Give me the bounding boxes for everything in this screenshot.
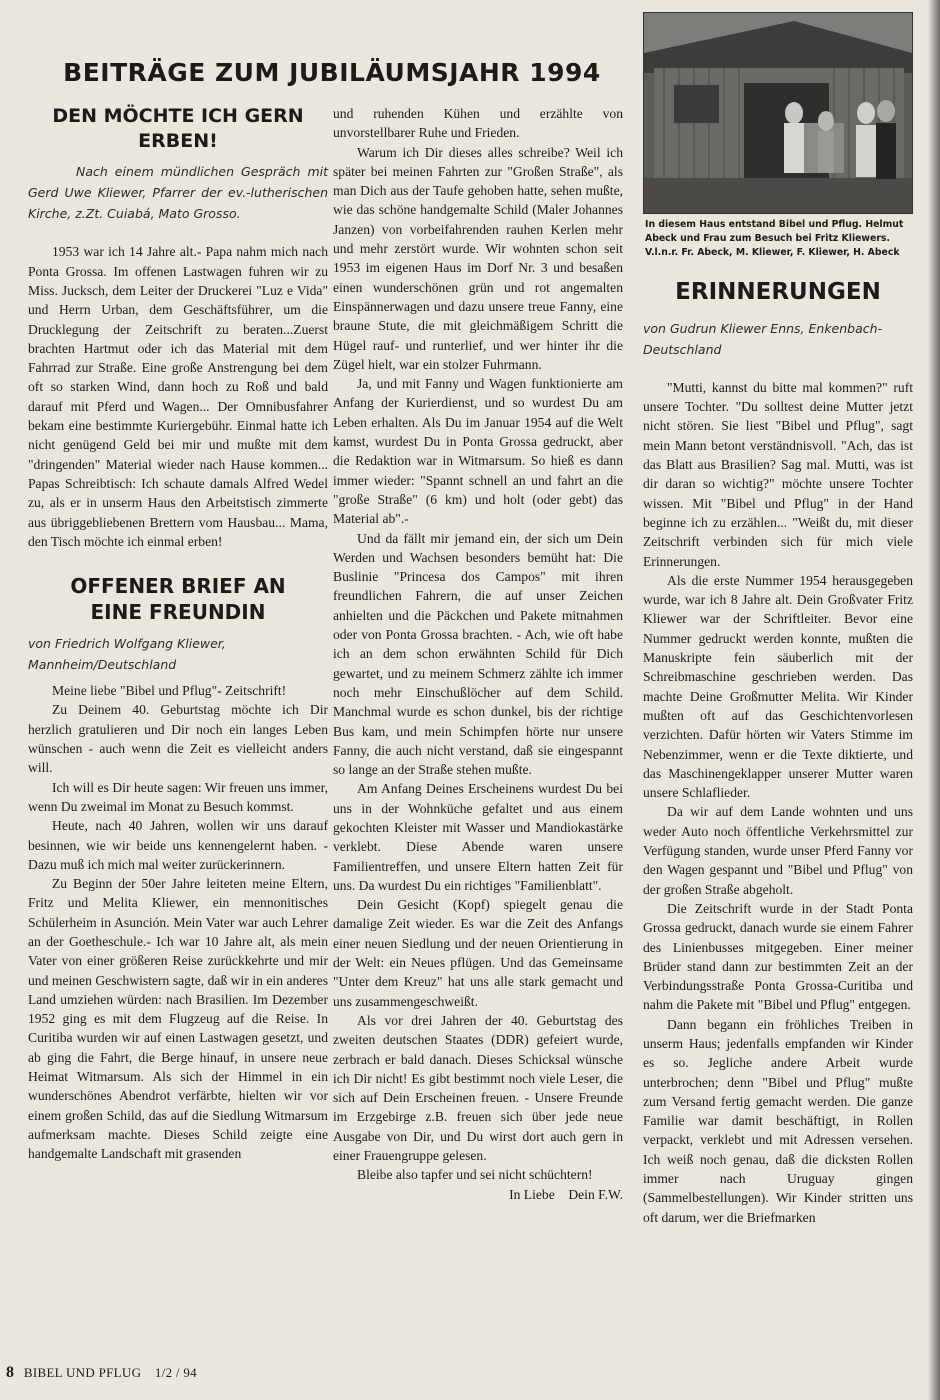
article3-byline: von Gudrun Kliewer Enns, Enkenbach-Deutschland [643,320,883,357]
article3-paragraph: Dann begann ein fröhliches Treiben in unserm Haus; jedenfalls empfanden wir Kinder es so. Jegliche andere Arbeit wurde unterbrochen; denn "Bibel und Pflug" mußte zum Versand fertig gemacht werden. Die ganze Familie war damit beschäftigt, in Rollen verpackt, verklebt und mit Adressen versehen. Ich weiß noch genau, daß die dicksten Rollen immer nach Uruguay gingen (Sammelbestellungen). Wir Kinder stritten uns oft darum, wer die Briefmarken [643,1016,913,1225]
article2-body-col1 [28,681,328,1163]
article2-paragraph: Als vor drei Jahren der 40. Geburtstag des zweiten deutschen Staates (DDR) gefeiert wurde, zerbrach er bald danach. Dieses Schicksal wünsche ich Dir nicht! Es gibt bestimmt noch viele Leser, die sich auf Dein Erscheinen freuen. - Unsere Freunde im Erzgebirge z.B. freuen sich über jede neue Ausgabe von Dir, und Du wirst dort auch gern in einer Frauengruppe gelesen. [333,1012,623,1164]
photo-caption: In diesem Haus entstand Bibel und Pflug. Helmut Abeck und Frau zum Besuch bei Fritz Kliewers. V.l.n.r. Fr. Abeck, M. Kliewer, F. Kliewer, H. Abeck [645,219,904,258]
article2-body-col2 [333,104,623,1204]
article2-paragraph: Und da fällt mir jemand ein, der sich um Dein Werden und Wachsen besonders bemüht hat: Die Buslinie "Princesa dos Campos" mit ihren freundlichen Fahrern, die auf unser Zeichen anhielten und die Päckchen und Pakete mitnahmen oder von Ponta Grossa brachten. - Ach, wie oft habe ich an dem schon erwähnten Schild für Dich gewartet, und zu meinem Schmerz zählte ich immer noch mehr Einschußlöcher auf dem Schild. Manchmal wurde es schon dunkel, bis der richtige Bus kam, und mein Schimpfen hörte nur unsere Fanny, die auch nicht verstand, daß sie eingespannt so lange an der Straße stehen mußte. [333,530,623,778]
article2-paragraph: und ruhenden Kühen und erzählte von unvorstellbarer Ruhe und Frieden. [333,106,623,141]
article1-paragraph: 1953 war ich 14 Jahre alt.- Papa nahm mich nach Ponta Grossa. Im offenen Lastwagen fuhren wir zu Miss. Jucksch, dem Leiter der Druckerei "Luz e Vida" und Herrn Urban, dem Geschäftsführer, um die Drucklegung der Zeitschrift zu beraten...Zuerst brachten Hartmut oder ich das Material mit dem Fahrrad zur Straße. Eine große Anstrengung bei dem oft so starken Wind, dann hoch zu Roß und bald darauf mit Pferd und Wagen... Der Omnibusfahrer bekam eine bestimmte Kuriergebühr. Einmal hatte ich nicht genügend Geld bei mir und mußte mit dem "dringenden" Material wieder nach Hause kommen... Papas Schreibtisch: Ich schaute damals Alfred Wedel zu, als er in unserm Haus den Arbeitstisch zimmerte aus übriggebliebenen Brettern vom Hausbau... Mama, den Tisch möchte ich einmal erben! [28,244,328,549]
article2-paragraph: Zu Beginn der 50er Jahre leiteten meine Eltern, Fritz und Melita Kliewer, ein mennonitisches Schülerheim in Asunción. Mein Vater war auch Lehrer an der Goetheschule.- Ich war 10 Jahre alt, als mein Vater von einer größeren Reise zurückkehrte und mir und meinen Geschwistern sagte, daß wir in ein anderes Land umziehen würden: nach Brasilien. Im Dezember 1952 ging es mit dem Flugzeug auf die Reise. In Curitiba wurden wir auf einen Lastwagen gesetzt, und ab ging die Fahrt, die Berge hinauf, in unsere neue Heimat Witmarsum. Als sich der Himmel in ein wunderschönes Abendrot verfärbte, hielten wir vor einem großen Schild, das auf die Siedlung Witmarsum aufmerksam machte. Dieses Schild zeigte eine handgemalte Landschaft mit grasenden [28,876,328,1162]
article3-paragraph: "Mutti, kannst du bitte mal kommen?" ruft unsere Tochter. "Du solltest deine Mutter jetzt nicht stören. Sie liest "Bibel und Pflug", sagt mein Mann betont verständnisvoll. "Ach, das ist das Blatt aus Brasilien? Sag mal. Mutti, was ist dir daran so wichtig?" möchte unsere Tochter wissen. Mit "Bibel und Pflug" in der Hand beginne ich zu erzählen... "Weißt du, mit dieser Zeitschrift verbinden sich für mich viele Erinnerungen. [643,379,913,569]
article2-paragraph: Bleibe also tapfer und sei nicht schüchtern! [357,1167,593,1183]
magazine-name: BIBEL UND PFLUG [23,1365,142,1380]
article2-title: OFFENER BRIEF AN EINE FREUNDIN [70,574,286,625]
article2-paragraph: Dein Gesicht (Kopf) spiegelt genau die damalige Zeit wieder. Es war die Zeit des Anfangs einer neuen Siedlung und der neuen Orientierung in der Welt: ein Neues pflügen. Und das Gemeinsame "Unter dem Kreuz" hat uns alle stark gemacht und uns zusammengeschweißt. [333,897,623,1009]
issue-number: 1/2 / 94 [154,1365,197,1380]
page-number: 8 [6,1364,15,1381]
column-3 [643,12,913,1227]
article3-title: ERINNERUNGEN [675,279,881,305]
article1-body [28,242,328,551]
article2-paragraph: Am Anfang Deines Erscheinens wurdest Du bei uns in der Wohnküche gefaltet und aus einem gekochten Kleister mit Wasser und Mandiokastärke verklebt. Diese Abende waren unsere Familientreffen, und unsere Eltern hatten Zeit für uns. Da wurdest Du ein richtiges "Familienblatt". [333,781,623,893]
article2-paragraph: Meine liebe "Bibel und Pflug"- Zeitschrift! [52,683,287,699]
article2-paragraph: Ich will es Dir heute sagen: Wir freuen uns immer, wenn Du zweimal im Monat zu Besuch kommst. [28,779,328,814]
article1-title: DEN MÖCHTE ICH GERN ERBEN! [52,105,304,152]
house-photo-image [644,13,912,213]
column-2 [333,104,623,1204]
article2-closing: In Liebe Dein F.W. [509,1186,623,1202]
article3-paragraph: Die Zeitschrift wurde in der Stadt Ponta Grossa gedruckt, danach wurde sie einem Fahrer des Linienbusses mitgegeben. Einer meiner Brüder stand dann zur bestimmten Zeit an der Verbindungsstraße Ponta Grossa-Curitiba und nahm die Pakete mit "Bibel und Pflug" entgegen. [643,900,913,1013]
article1-subtitle: Nach einem mündlichen Gespräch mit Gerd Uwe Kliewer, Pfarrer der ev.-lutherischen Kirche, z.Zt. Cuiabá, Mato Grosso. [28,164,328,222]
house-photo [643,12,913,214]
page-footer [6,1364,197,1382]
column-1 [28,52,328,1164]
article2-paragraph: Heute, nach 40 Jahren, wollen wir uns darauf besinnen, wie wir beide uns kennengelernt haben. - Dazu muß ich mich mal weiter zurückerinnern. [28,818,328,872]
article2-byline: von Friedrich Wolfgang Kliewer, Mannheim/Deutschland [28,636,226,673]
page-banner-title: BEITRÄGE ZUM JUBILÄUMSJAHR 1994 [63,58,601,87]
article3-body [643,378,913,1227]
article3-paragraph: Als die erste Nummer 1954 herausgegeben wurde, war ich 8 Jahre alt. Dein Großvater Fritz Kliewer war der Schriftleiter. Bevor eine Nummer gedruckt werden konnte, mußten die Manuskripte fein säuberlich mit der Schreibmaschine geschrieben werden. Das machte Deine Großmutter Melita. Wir Kinder mußten oft auf das Geschichtenvorlesen verzichten. Dafür hörten wir Vaters Stimme im Nebenzimmer, wenn er die Texte diktierte, und das Maschinengeklapper unserer Mutter waren unsere Schlaflieder. [643,572,913,801]
article2-paragraph: Zu Deinem 40. Geburtstag möchte ich Dir herzlich gratulieren und Dir noch ein langes Leben wünschen - auch wenn die Zeit es vielleicht anders will. [28,702,328,776]
article3-paragraph: Da wir auf dem Lande wohnten und uns weder Auto noch öffentliche Verkehrsmittel zur Verfügung standen, wurde unser Pferd Fanny vor den Wagen gespannt und "Bibel und Pflug" von der großen Straße abgeholt. [643,804,913,897]
article2-paragraph: Warum ich Dir dieses alles schreibe? Weil ich später bei meinen Fahrten zur "Großen Straße", als man Dich aus der Taufe gehoben hatte, sehen mußte, wie das schöne handgemalte Schild (Maler Johannes Janzen) von vorbeifahrenden rauhen Kerlen mehr und mehr zerstört wurde. Wir wohnten schon seit 1953 im eigenen Haus im Dorf Nr. 3 und besaßen einen wunderschönen grün und rot angemalten Einspännerwagen und dazu unsere treue Fanny, eine braune Stute, die mit gleichmäßigem Schritt die Hügel rauf- und runterlief, und wer hinter ihr die Zügel hielt, war ein stolzer Fuhrmann. [333,144,623,372]
article2-paragraph: Ja, und mit Fanny und Wagen funktionierte am Anfang der Kurierdienst, und so wurdest Du am Leben erhalten. Als Du im Januar 1954 auf die Welt kamst, wurdest Du in Ponta Grossa gedruckt, aber die Redaktion war in Witmarsum. So hieß es dann immer wieder: "Spannt schnell an und fahrt an die "große Straße" (6 km) und holt (oder gebt) das Material ab".- [333,376,623,527]
